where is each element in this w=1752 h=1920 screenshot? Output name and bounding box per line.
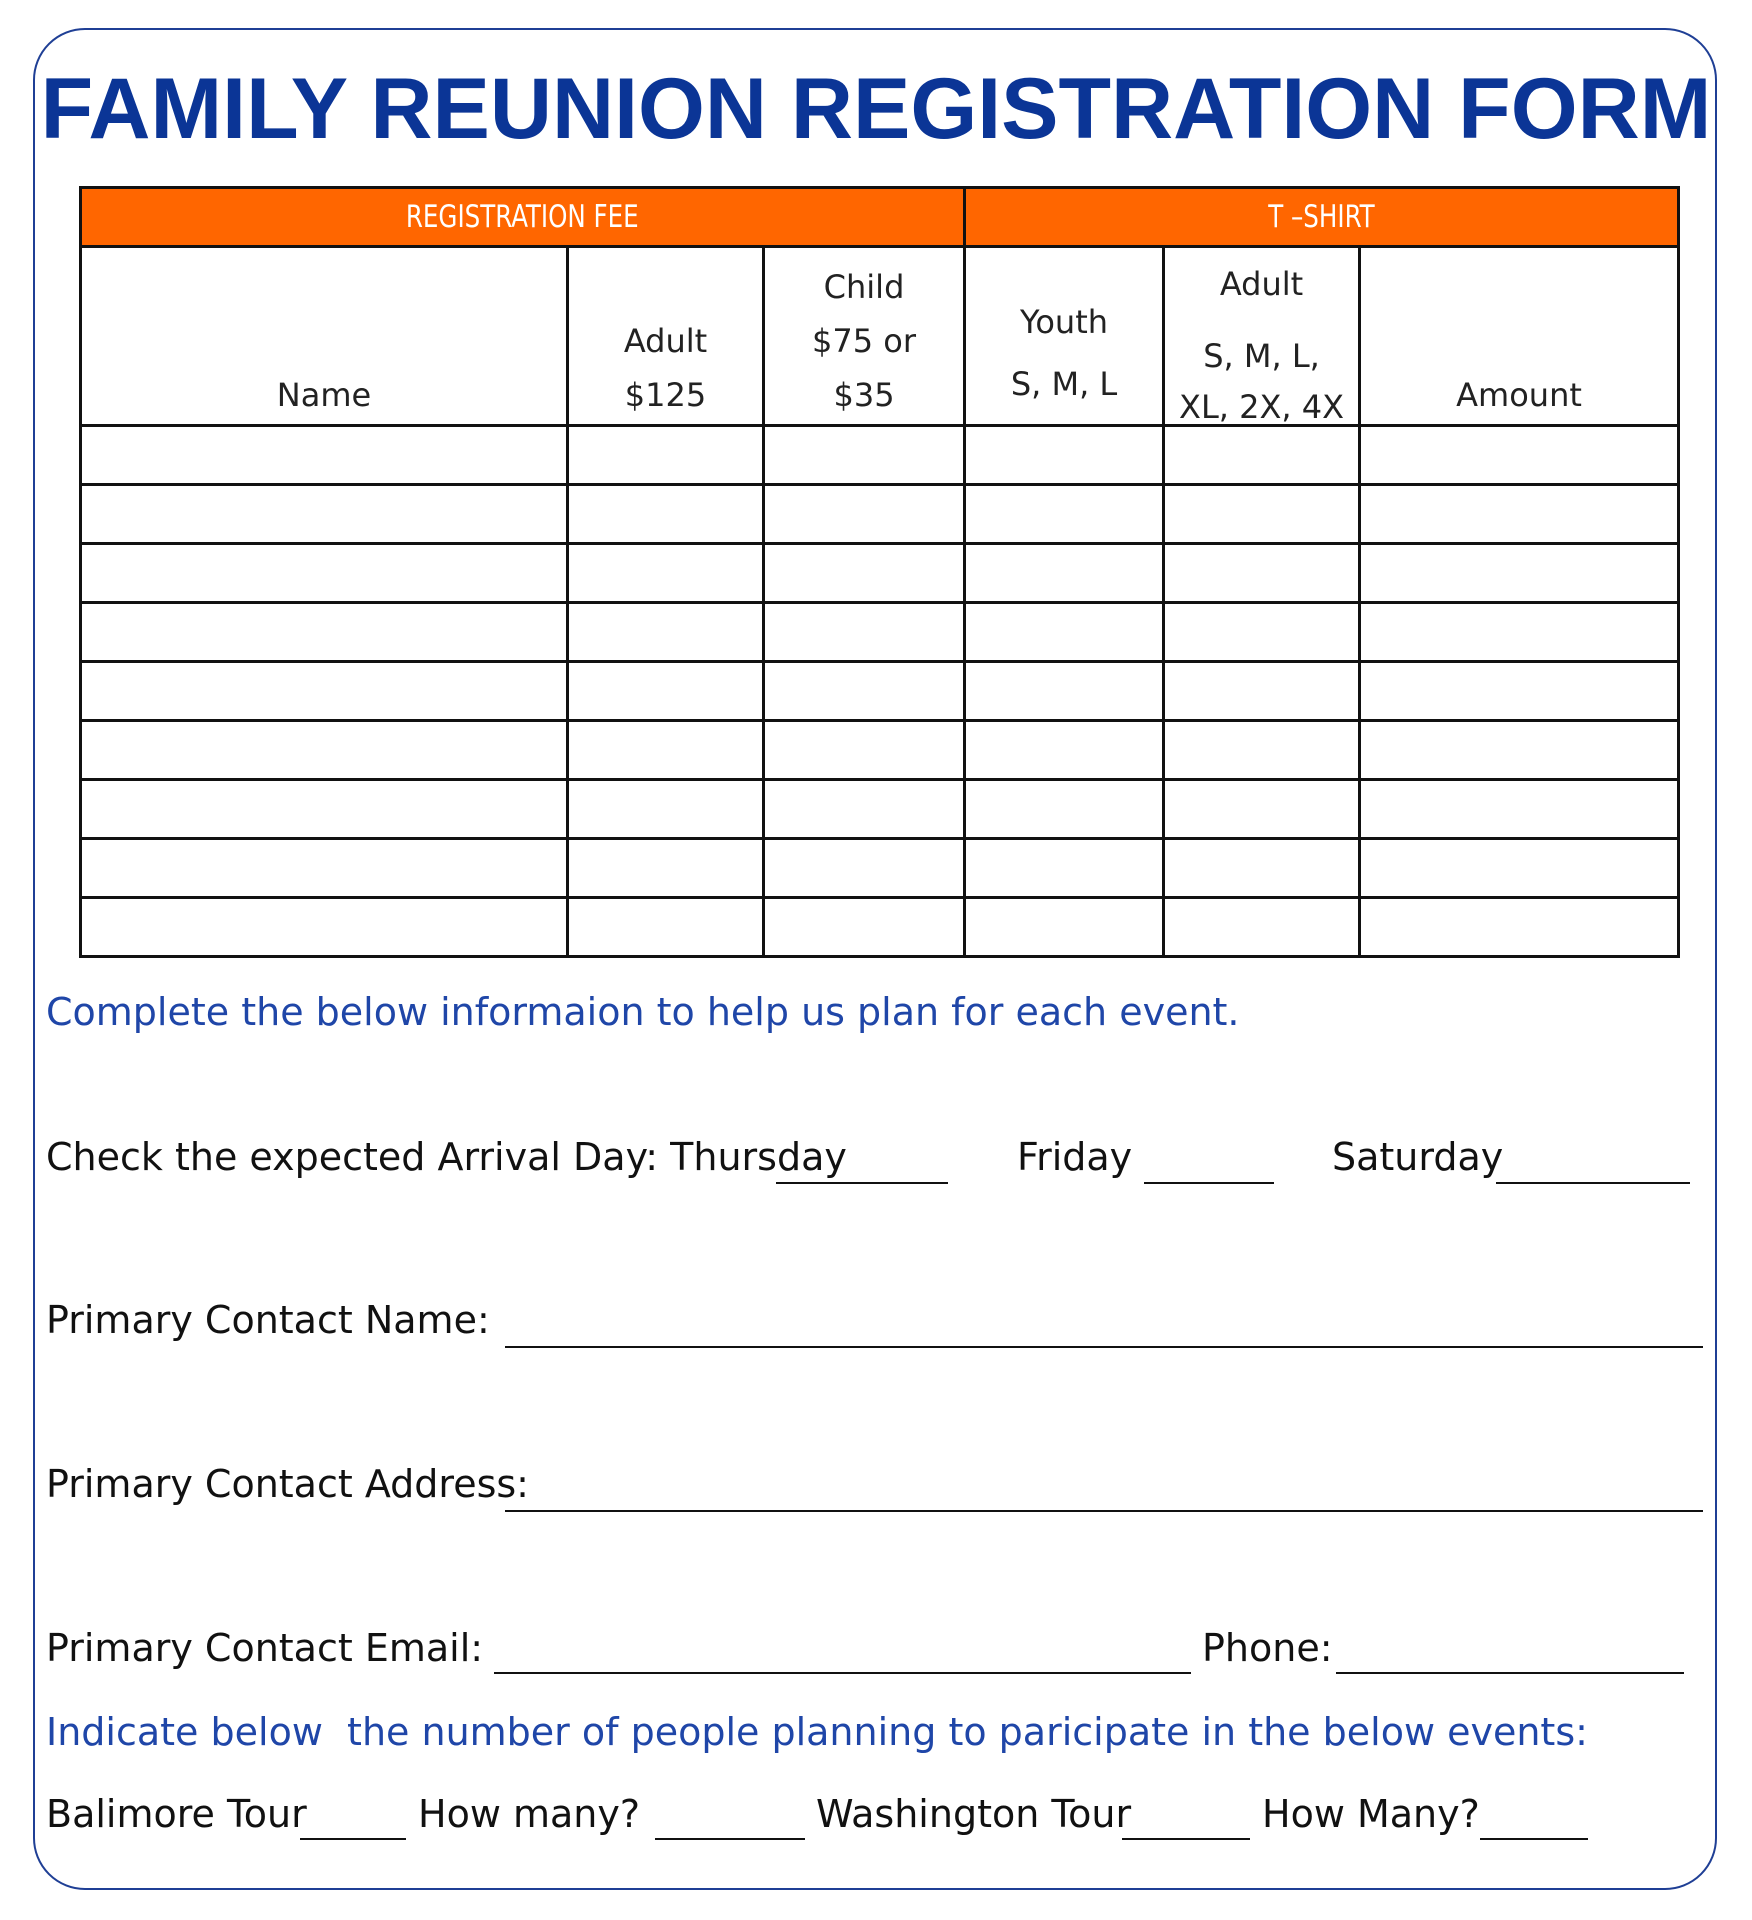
contact-name-field[interactable]: [505, 1346, 1703, 1348]
name-cell[interactable]: [81, 898, 568, 957]
adult-size-cell[interactable]: [1164, 485, 1360, 544]
table-row: [81, 780, 1679, 839]
table-row: [81, 898, 1679, 957]
baltimore-tour-label: Balimore Tour: [46, 1792, 307, 1836]
washington-tour-field[interactable]: [1122, 1838, 1250, 1840]
contact-name-label: Primary Contact Name:: [46, 1298, 490, 1342]
adult-size-cell[interactable]: [1164, 603, 1360, 662]
child-fee-cell[interactable]: [764, 544, 965, 603]
child-fee-cell[interactable]: [764, 780, 965, 839]
phone-field[interactable]: [1336, 1672, 1684, 1674]
name-cell[interactable]: [81, 839, 568, 898]
column-header-name: Name: [81, 247, 568, 426]
adult-fee-cell[interactable]: [568, 780, 764, 839]
table-row: [81, 426, 1679, 485]
amount-cell[interactable]: [1360, 898, 1679, 957]
column-header-amount: Amount: [1360, 247, 1679, 426]
child-fee-cell[interactable]: [764, 603, 965, 662]
table-row: [81, 603, 1679, 662]
name-cell[interactable]: [81, 662, 568, 721]
name-cell[interactable]: [81, 721, 568, 780]
adult-fee-cell[interactable]: [568, 603, 764, 662]
arrival-thursday-field[interactable]: [776, 1182, 948, 1184]
baltimore-tour-field[interactable]: [300, 1838, 406, 1840]
washington-how-many-label: How Many?: [1262, 1792, 1480, 1836]
baltimore-how-many-field[interactable]: [655, 1838, 805, 1840]
contact-address-label: Primary Contact Address:: [46, 1462, 529, 1506]
adult-fee-cell[interactable]: [568, 426, 764, 485]
arrival-friday-label: Friday: [1017, 1135, 1133, 1179]
washington-tour-label: Washington Tour: [816, 1792, 1132, 1836]
arrival-day-label: Check the expected Arrival Day: Thursday: [46, 1135, 847, 1179]
table-row: [81, 662, 1679, 721]
washington-how-many-field[interactable]: [1480, 1838, 1588, 1840]
arrival-saturday-label: Saturday: [1332, 1135, 1504, 1179]
column-header-child-fee: Child $75 or $35: [764, 247, 965, 426]
registration-fee-header: REGISTRATION FEE: [81, 188, 965, 247]
adult-size-cell[interactable]: [1164, 426, 1360, 485]
phone-label: Phone:: [1202, 1626, 1333, 1670]
adult-size-cell[interactable]: [1164, 839, 1360, 898]
amount-cell[interactable]: [1360, 426, 1679, 485]
child-fee-cell[interactable]: [764, 662, 965, 721]
amount-cell[interactable]: [1360, 603, 1679, 662]
tshirt-header: T –SHIRT: [965, 188, 1679, 247]
youth-size-cell[interactable]: [965, 485, 1164, 544]
column-header-adult-size: Adult S, M, L, XL, 2X, 4X: [1164, 247, 1360, 426]
amount-cell[interactable]: [1360, 780, 1679, 839]
column-header-adult-fee: Adult $125: [568, 247, 764, 426]
child-fee-cell[interactable]: [764, 721, 965, 780]
amount-cell[interactable]: [1360, 485, 1679, 544]
child-fee-cell[interactable]: [764, 898, 965, 957]
name-cell[interactable]: [81, 485, 568, 544]
adult-size-cell[interactable]: [1164, 544, 1360, 603]
amount-cell[interactable]: [1360, 839, 1679, 898]
table-row: [81, 839, 1679, 898]
name-cell[interactable]: [81, 603, 568, 662]
adult-size-cell[interactable]: [1164, 780, 1360, 839]
page-title: FAMILY REUNION REGISTRATION FORM: [40, 61, 1712, 157]
adult-fee-cell[interactable]: [568, 839, 764, 898]
adult-fee-cell[interactable]: [568, 721, 764, 780]
child-fee-cell[interactable]: [764, 485, 965, 544]
youth-size-cell[interactable]: [965, 721, 1164, 780]
youth-size-cell[interactable]: [965, 839, 1164, 898]
registration-table: [79, 186, 1680, 958]
name-cell[interactable]: [81, 780, 568, 839]
amount-cell[interactable]: [1360, 544, 1679, 603]
adult-fee-cell[interactable]: [568, 544, 764, 603]
instructions-event-planning: Complete the below informaion to help us plan for each event.: [46, 990, 1240, 1034]
name-cell[interactable]: [81, 544, 568, 603]
adult-fee-cell[interactable]: [568, 898, 764, 957]
adult-size-cell[interactable]: [1164, 898, 1360, 957]
contact-email-label: Primary Contact Email:: [46, 1626, 484, 1670]
arrival-friday-field[interactable]: [1144, 1182, 1274, 1184]
youth-size-cell[interactable]: [965, 544, 1164, 603]
table-row: [81, 485, 1679, 544]
youth-size-cell[interactable]: [965, 898, 1164, 957]
amount-cell[interactable]: [1360, 662, 1679, 721]
adult-size-cell[interactable]: [1164, 721, 1360, 780]
baltimore-how-many-label: How many?: [418, 1792, 641, 1836]
adult-fee-cell[interactable]: [568, 485, 764, 544]
youth-size-cell[interactable]: [965, 780, 1164, 839]
table-row: [81, 721, 1679, 780]
child-fee-cell[interactable]: [764, 426, 965, 485]
youth-size-cell[interactable]: [965, 603, 1164, 662]
youth-size-cell[interactable]: [965, 662, 1164, 721]
column-header-youth-size: Youth S, M, L: [965, 247, 1164, 426]
instructions-event-participation: Indicate below the number of people planning to paricipate in the below events:: [46, 1710, 1588, 1754]
contact-address-field[interactable]: [505, 1510, 1703, 1512]
adult-fee-cell[interactable]: [568, 662, 764, 721]
adult-size-cell[interactable]: [1164, 662, 1360, 721]
amount-cell[interactable]: [1360, 721, 1679, 780]
name-cell[interactable]: [81, 426, 568, 485]
contact-email-field[interactable]: [494, 1672, 1191, 1674]
youth-size-cell[interactable]: [965, 426, 1164, 485]
table-row: [81, 544, 1679, 603]
arrival-saturday-field[interactable]: [1496, 1182, 1690, 1184]
child-fee-cell[interactable]: [764, 839, 965, 898]
